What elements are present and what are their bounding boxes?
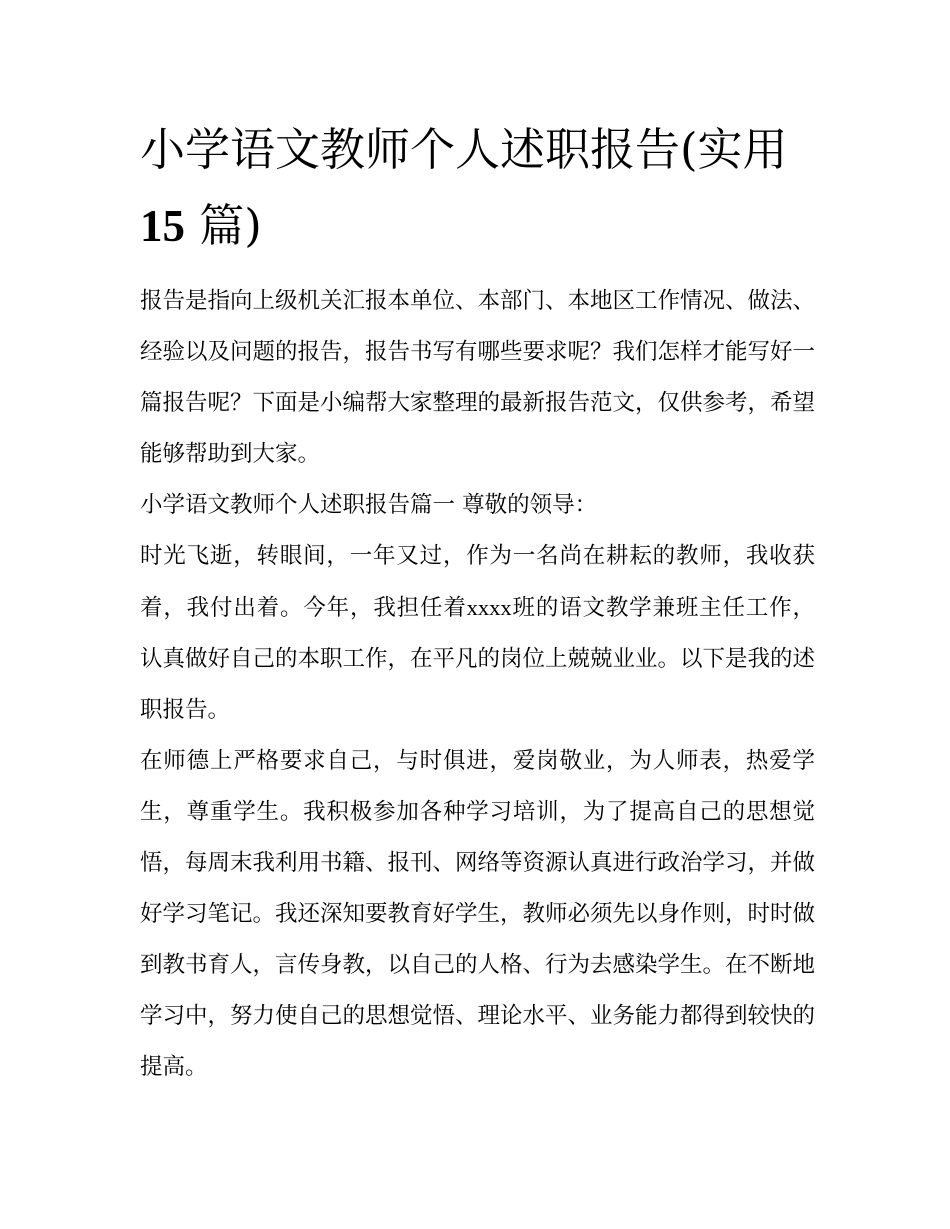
para1-text-b: 班的语文教学兼班主任工作，认真做好自己的本职工作，在平凡的岗位上兢兢业业。以下是我的述职报告。 bbox=[140, 595, 816, 723]
document-title bbox=[140, 112, 815, 264]
title-suffix: 篇) bbox=[185, 199, 262, 252]
para1-text-a: 时光飞逝，转眼间，一年又过，作为一名尚在耕耘的教师，我收获着，我付出着。今年，我担任着 bbox=[140, 543, 815, 621]
intro-paragraph: 报告是指向上级机关汇报本单位、本部门、本地区工作情况、做法、经验以及问题的报告，报告书写有哪些要求呢？我们怎样才能写好一篇报告呢？下面是小编帮大家整理的最新报告范文，仅供参考，希望能够帮助到大家。 bbox=[140, 288, 816, 467]
body-paragraph-2: 在师德上严格要求自己，与时俱进，爱岗敬业，为人师表，热爱学生，尊重学生。我积极参加各种学习培训，为了提高自己的思想觉悟，每周末我利用书籍、报刊、网络等资源认真进行政治学习，并做好学习笔记。我还深知要教育好学生，教师必须先以身作则，时时做到教书育人，言传身教，以自己的人格、行为去感染学生。在不断地学习中，努力使自己的思想觉悟、理论水平、业务能力都得到较快的提高。 bbox=[140, 748, 816, 1080]
title-number: 15 bbox=[140, 201, 185, 251]
document-page bbox=[140, 112, 815, 1093]
title-prefix: 小学语文教师个人述职报告(实用 bbox=[140, 123, 788, 176]
section-heading: 小学语文教师个人述职报告篇一 尊敬的领导： bbox=[140, 492, 598, 518]
body-paragraph-1 bbox=[140, 531, 815, 736]
para1-class-placeholder: xxxx bbox=[466, 595, 512, 620]
